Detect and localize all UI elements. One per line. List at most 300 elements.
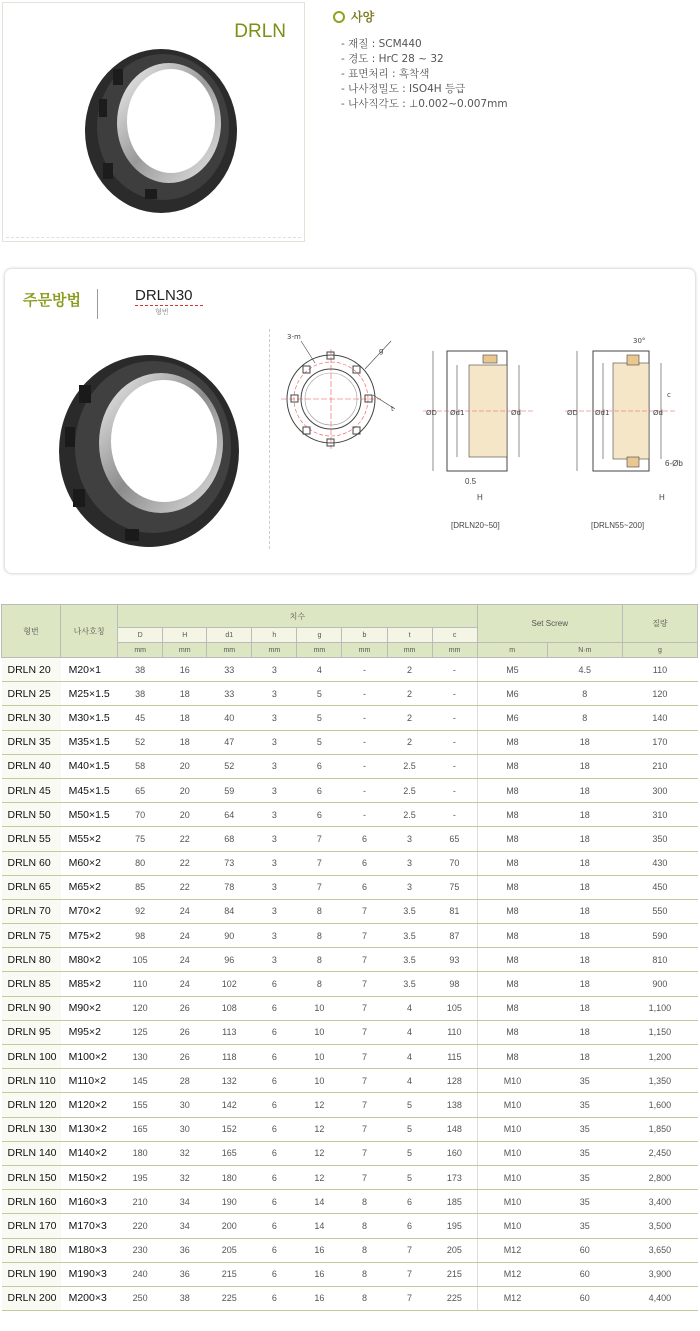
- table-cell: 10: [297, 1020, 342, 1044]
- table-cell: 10: [297, 1045, 342, 1069]
- table-cell: 59: [207, 778, 252, 802]
- spec-item: - 나사정밀도 : ISO4H 등급: [341, 83, 466, 95]
- dims-header: 치수: [118, 605, 478, 628]
- table-cell: 35: [547, 1165, 622, 1189]
- table-cell: M8: [477, 778, 547, 802]
- part-number-cell: DRLN 130: [2, 1117, 61, 1141]
- table-cell: 1,600: [622, 1093, 697, 1117]
- table-cell: 1,150: [622, 1020, 697, 1044]
- table-cell: 1,100: [622, 996, 697, 1020]
- table-cell: 40: [207, 706, 252, 730]
- table-cell: 142: [207, 1093, 252, 1117]
- thread-cell: M35×1.5: [61, 730, 118, 754]
- table-cell: 430: [622, 851, 697, 875]
- e05-label: 0.5: [465, 477, 477, 486]
- table-cell: 98: [432, 972, 477, 996]
- table-cell: -: [432, 658, 477, 682]
- table-cell: 2.5: [387, 778, 432, 802]
- table-cell: 47: [207, 730, 252, 754]
- table-cell: 22: [163, 851, 207, 875]
- table-cell: 250: [118, 1286, 163, 1310]
- table-cell: M8: [477, 899, 547, 923]
- D-label: ØD: [426, 409, 437, 417]
- table-cell: M8: [477, 1020, 547, 1044]
- table-cell: 38: [118, 682, 163, 706]
- t-label: t: [391, 405, 394, 413]
- d-label-2: Ød: [653, 409, 663, 417]
- thread-cell: M30×1.5: [61, 706, 118, 730]
- part-number-cell: DRLN 85: [2, 972, 61, 996]
- col-b: b: [342, 628, 387, 643]
- thread-cell: M190×3: [61, 1262, 118, 1286]
- table-cell: 34: [163, 1214, 207, 1238]
- table-cell: 148: [432, 1117, 477, 1141]
- table-cell: 5: [387, 1093, 432, 1117]
- table-cell: 35: [547, 1214, 622, 1238]
- table-cell: 5: [297, 682, 342, 706]
- table-cell: 2: [387, 682, 432, 706]
- part-number-cell: DRLN 150: [2, 1165, 61, 1189]
- table-cell: 5: [387, 1141, 432, 1165]
- table-cell: 8: [297, 924, 342, 948]
- table-cell: 7: [342, 924, 387, 948]
- table-cell: 5: [387, 1117, 432, 1141]
- table-cell: 6: [252, 1286, 297, 1310]
- part-number-cell: DRLN 190: [2, 1262, 61, 1286]
- part-number-cell: DRLN 55: [2, 827, 61, 851]
- table-cell: 210: [622, 754, 697, 778]
- table-cell: 16: [163, 658, 207, 682]
- table-cell: 3: [252, 948, 297, 972]
- table-cell: 20: [163, 754, 207, 778]
- table-cell: 3: [252, 851, 297, 875]
- thread-cell: M140×2: [61, 1141, 118, 1165]
- table-cell: M8: [477, 875, 547, 899]
- table-cell: 84: [207, 899, 252, 923]
- table-cell: 2,450: [622, 1141, 697, 1165]
- thread-cell: M55×2: [61, 827, 118, 851]
- table-cell: 3: [252, 682, 297, 706]
- caption-left: [DRLN20~50]: [451, 521, 500, 530]
- table-cell: 4: [387, 996, 432, 1020]
- table-cell: 2.5: [387, 754, 432, 778]
- table-row: [2, 1093, 698, 1117]
- H-label: H: [477, 493, 483, 502]
- table-cell: 450: [622, 875, 697, 899]
- table-cell: 18: [547, 899, 622, 923]
- table-row: [2, 803, 698, 827]
- unit: m: [477, 643, 547, 658]
- col-D: D: [118, 628, 163, 643]
- table-cell: 6: [252, 1117, 297, 1141]
- col-d1: d1: [207, 628, 252, 643]
- table-cell: 35: [547, 1190, 622, 1214]
- table-cell: M8: [477, 972, 547, 996]
- table-cell: 24: [163, 948, 207, 972]
- thread-cell: M120×2: [61, 1093, 118, 1117]
- table-cell: M10: [477, 1141, 547, 1165]
- table-cell: 170: [622, 730, 697, 754]
- table-cell: M8: [477, 851, 547, 875]
- table-cell: 8: [342, 1190, 387, 1214]
- table-cell: 3: [252, 875, 297, 899]
- table-cell: 3: [252, 730, 297, 754]
- thread-cell: M60×2: [61, 851, 118, 875]
- part-number-cell: DRLN 60: [2, 851, 61, 875]
- table-cell: 173: [432, 1165, 477, 1189]
- col-h: h: [252, 628, 297, 643]
- table-cell: 78: [207, 875, 252, 899]
- table-cell: 6: [252, 1141, 297, 1165]
- table-cell: 75: [432, 875, 477, 899]
- part-number-cell: DRLN 110: [2, 1069, 61, 1093]
- table-cell: 6: [387, 1190, 432, 1214]
- b-label: 6-Øb: [665, 459, 683, 468]
- table-cell: 96: [207, 948, 252, 972]
- table-cell: 6: [252, 996, 297, 1020]
- table-cell: 7: [342, 899, 387, 923]
- table-cell: 6: [297, 754, 342, 778]
- thread-cell: M45×1.5: [61, 778, 118, 802]
- part-number-cell: DRLN 45: [2, 778, 61, 802]
- lock-nut-photo: [3, 3, 303, 239]
- table-cell: 4.5: [547, 658, 622, 682]
- table-cell: 138: [432, 1093, 477, 1117]
- table-cell: 26: [163, 996, 207, 1020]
- table-cell: 18: [163, 730, 207, 754]
- table-cell: 140: [622, 706, 697, 730]
- part-number-cell: DRLN 70: [2, 899, 61, 923]
- table-cell: 6: [252, 1190, 297, 1214]
- table-cell: 12: [297, 1117, 342, 1141]
- table-row: [2, 1020, 698, 1044]
- table-cell: 18: [547, 827, 622, 851]
- table-row: [2, 924, 698, 948]
- table-cell: 6: [252, 1093, 297, 1117]
- circle-bullet-icon: [333, 11, 345, 23]
- thread-cell: M170×3: [61, 1214, 118, 1238]
- table-cell: 200: [207, 1214, 252, 1238]
- table-cell: 7: [342, 1069, 387, 1093]
- table-cell: 900: [622, 972, 697, 996]
- divider: [97, 289, 98, 319]
- d-label: Ød: [511, 409, 521, 417]
- table-cell: 3.5: [387, 899, 432, 923]
- table-cell: 3: [252, 827, 297, 851]
- spec-heading-label: 사양: [351, 10, 375, 24]
- table-cell: 3: [387, 827, 432, 851]
- table-cell: 7: [297, 827, 342, 851]
- table-cell: 1,350: [622, 1069, 697, 1093]
- table-cell: 18: [547, 996, 622, 1020]
- table-cell: 10: [297, 996, 342, 1020]
- part-number-cell: DRLN 65: [2, 875, 61, 899]
- thread-cell: M100×2: [61, 1045, 118, 1069]
- table-row: [2, 899, 698, 923]
- table-cell: 45: [118, 706, 163, 730]
- table-cell: 6: [252, 1045, 297, 1069]
- part-number-cell: DRLN 160: [2, 1190, 61, 1214]
- table-cell: 60: [547, 1262, 622, 1286]
- table-cell: 550: [622, 899, 697, 923]
- unit: mm: [432, 643, 477, 658]
- table-cell: M6: [477, 706, 547, 730]
- table-cell: 16: [297, 1286, 342, 1310]
- thread-header: 나사호칭: [61, 605, 118, 658]
- unit: mm: [297, 643, 342, 658]
- table-cell: 36: [163, 1238, 207, 1262]
- table-cell: 7: [342, 1141, 387, 1165]
- table-cell: -: [342, 682, 387, 706]
- part-header: 형번: [2, 605, 61, 658]
- spec-item: - 경도 : HrC 28 ~ 32: [341, 53, 444, 65]
- table-cell: 195: [432, 1214, 477, 1238]
- table-cell: 8: [342, 1286, 387, 1310]
- col-g: g: [297, 628, 342, 643]
- table-cell: 30: [163, 1117, 207, 1141]
- table-row: [2, 682, 698, 706]
- part-number-cell: DRLN 180: [2, 1238, 61, 1262]
- table-cell: 6: [297, 803, 342, 827]
- table-cell: 3: [387, 851, 432, 875]
- table-cell: 7: [387, 1286, 432, 1310]
- table-row: [2, 996, 698, 1020]
- table-cell: 6: [252, 1262, 297, 1286]
- table-row: [2, 875, 698, 899]
- table-cell: 350: [622, 827, 697, 851]
- table-cell: 152: [207, 1117, 252, 1141]
- table-cell: 6: [252, 1165, 297, 1189]
- table-cell: -: [342, 754, 387, 778]
- table-cell: 230: [118, 1238, 163, 1262]
- unit: N·m: [547, 643, 622, 658]
- H-label-2: H: [659, 493, 665, 502]
- table-row: [2, 1214, 698, 1238]
- table-cell: -: [342, 658, 387, 682]
- table-cell: 93: [432, 948, 477, 972]
- table-cell: 68: [207, 827, 252, 851]
- table-cell: 18: [547, 972, 622, 996]
- table-cell: 7: [342, 996, 387, 1020]
- col-H: H: [163, 628, 207, 643]
- table-cell: 2: [387, 706, 432, 730]
- spec-item: - 나사직각도 : ⊥0.002~0.007mm: [341, 98, 508, 110]
- unit: mm: [342, 643, 387, 658]
- part-number-cell: DRLN 95: [2, 1020, 61, 1044]
- table-cell: 8: [342, 1214, 387, 1238]
- table-cell: 8: [297, 899, 342, 923]
- part-number-cell: DRLN 30: [2, 706, 61, 730]
- table-cell: 7: [342, 972, 387, 996]
- table-cell: 10: [297, 1069, 342, 1093]
- table-cell: 110: [118, 972, 163, 996]
- table-row: [2, 706, 698, 730]
- table-cell: 81: [432, 899, 477, 923]
- unit: mm: [387, 643, 432, 658]
- table-cell: 73: [207, 851, 252, 875]
- table-cell: -: [432, 682, 477, 706]
- front-view-drawing: [273, 329, 403, 469]
- g-label: g: [379, 347, 384, 355]
- table-cell: 2,800: [622, 1165, 697, 1189]
- part-number-cell: DRLN 40: [2, 754, 61, 778]
- table-cell: 92: [118, 899, 163, 923]
- thread-cell: M180×3: [61, 1238, 118, 1262]
- unit: g: [622, 643, 697, 658]
- thread-cell: M95×2: [61, 1020, 118, 1044]
- table-row: [2, 851, 698, 875]
- table-row: [2, 1190, 698, 1214]
- table-cell: 165: [118, 1117, 163, 1141]
- table-cell: 18: [547, 803, 622, 827]
- side-view-drawing-2: [565, 329, 675, 479]
- table-cell: 18: [547, 778, 622, 802]
- part-number-cell: DRLN 80: [2, 948, 61, 972]
- table-cell: 32: [163, 1141, 207, 1165]
- table-cell: 6: [342, 875, 387, 899]
- unit: mm: [118, 643, 163, 658]
- table-cell: 14: [297, 1214, 342, 1238]
- table-row: [2, 730, 698, 754]
- table-cell: 108: [207, 996, 252, 1020]
- product-image-box: [2, 2, 305, 242]
- table-cell: 6: [252, 972, 297, 996]
- table-cell: 3: [252, 754, 297, 778]
- spec-heading: [333, 8, 508, 25]
- table-cell: 70: [118, 803, 163, 827]
- table-cell: M8: [477, 996, 547, 1020]
- thread-cell: M130×2: [61, 1117, 118, 1141]
- table-cell: 105: [118, 948, 163, 972]
- table-cell: 590: [622, 924, 697, 948]
- table-cell: 16: [297, 1262, 342, 1286]
- table-cell: 34: [163, 1190, 207, 1214]
- table-cell: M8: [477, 1045, 547, 1069]
- table-cell: 36: [163, 1262, 207, 1286]
- table-row: [2, 1262, 698, 1286]
- unit: mm: [207, 643, 252, 658]
- thread-cell: M50×1.5: [61, 803, 118, 827]
- table-cell: 7: [342, 948, 387, 972]
- table-cell: M12: [477, 1286, 547, 1310]
- d1-label: Ød1: [450, 409, 465, 417]
- holes-label: 3-m: [287, 333, 301, 341]
- table-cell: 240: [118, 1262, 163, 1286]
- table-cell: 6: [252, 1069, 297, 1093]
- table-cell: 7: [342, 1020, 387, 1044]
- table-row: [2, 827, 698, 851]
- table-cell: 120: [118, 996, 163, 1020]
- table-cell: 58: [118, 754, 163, 778]
- table-cell: 8: [342, 1262, 387, 1286]
- table-cell: 215: [207, 1262, 252, 1286]
- table-cell: M10: [477, 1093, 547, 1117]
- table-cell: 20: [163, 778, 207, 802]
- table-cell: 2: [387, 658, 432, 682]
- table-cell: 130: [118, 1045, 163, 1069]
- thread-cell: M110×2: [61, 1069, 118, 1093]
- table-cell: 215: [432, 1262, 477, 1286]
- table-cell: 4: [387, 1045, 432, 1069]
- table-row: [2, 1117, 698, 1141]
- table-cell: 85: [118, 875, 163, 899]
- thread-cell: M80×2: [61, 948, 118, 972]
- table-cell: -: [432, 730, 477, 754]
- table-cell: M8: [477, 754, 547, 778]
- table-cell: 3: [252, 924, 297, 948]
- table-cell: -: [432, 778, 477, 802]
- table-cell: 3,500: [622, 1214, 697, 1238]
- table-cell: 24: [163, 899, 207, 923]
- table-cell: 6: [297, 778, 342, 802]
- table-cell: 3: [252, 778, 297, 802]
- table-cell: 110: [432, 1020, 477, 1044]
- table-cell: 7: [387, 1238, 432, 1262]
- table-cell: 2: [387, 730, 432, 754]
- table-cell: 180: [118, 1141, 163, 1165]
- table-cell: 210: [118, 1190, 163, 1214]
- table-cell: 87: [432, 924, 477, 948]
- table-cell: 22: [163, 875, 207, 899]
- thread-cell: M20×1: [61, 658, 118, 682]
- table-cell: 225: [432, 1286, 477, 1310]
- table-cell: 7: [297, 851, 342, 875]
- thread-cell: M65×2: [61, 875, 118, 899]
- table-cell: 20: [163, 803, 207, 827]
- thread-cell: M25×1.5: [61, 682, 118, 706]
- table-cell: M8: [477, 827, 547, 851]
- table-cell: 8: [297, 948, 342, 972]
- table-cell: 3.5: [387, 924, 432, 948]
- table-cell: 18: [547, 730, 622, 754]
- divider: [269, 329, 271, 549]
- table-cell: 118: [207, 1045, 252, 1069]
- table-cell: M10: [477, 1190, 547, 1214]
- table-cell: 7: [342, 1045, 387, 1069]
- table-cell: 3,650: [622, 1238, 697, 1262]
- table-cell: 75: [118, 827, 163, 851]
- c-label: c: [667, 391, 671, 399]
- table-cell: M10: [477, 1117, 547, 1141]
- table-cell: -: [432, 803, 477, 827]
- table-cell: 4: [387, 1020, 432, 1044]
- thread-cell: M160×3: [61, 1190, 118, 1214]
- part-number-cell: DRLN 120: [2, 1093, 61, 1117]
- table-cell: 810: [622, 948, 697, 972]
- part-number-cell: DRLN 200: [2, 1286, 61, 1310]
- table-row: [2, 754, 698, 778]
- thread-cell: M85×2: [61, 972, 118, 996]
- table-cell: 8: [342, 1238, 387, 1262]
- table-cell: 18: [547, 1020, 622, 1044]
- table-cell: 180: [207, 1165, 252, 1189]
- table-cell: M6: [477, 682, 547, 706]
- part-number-cell: DRLN 50: [2, 803, 61, 827]
- table-row: [2, 972, 698, 996]
- table-cell: 145: [118, 1069, 163, 1093]
- thread-cell: M150×2: [61, 1165, 118, 1189]
- table-cell: 5: [297, 706, 342, 730]
- table-cell: 7: [342, 1117, 387, 1141]
- table-cell: 18: [547, 948, 622, 972]
- table-cell: 52: [118, 730, 163, 754]
- caption-right: [DRLN55~200]: [591, 521, 645, 530]
- table-cell: 205: [207, 1238, 252, 1262]
- spec-item: - 재질 : SCM440: [341, 38, 422, 50]
- table-cell: 3,900: [622, 1262, 697, 1286]
- table-cell: 185: [432, 1190, 477, 1214]
- table-cell: 4,400: [622, 1286, 697, 1310]
